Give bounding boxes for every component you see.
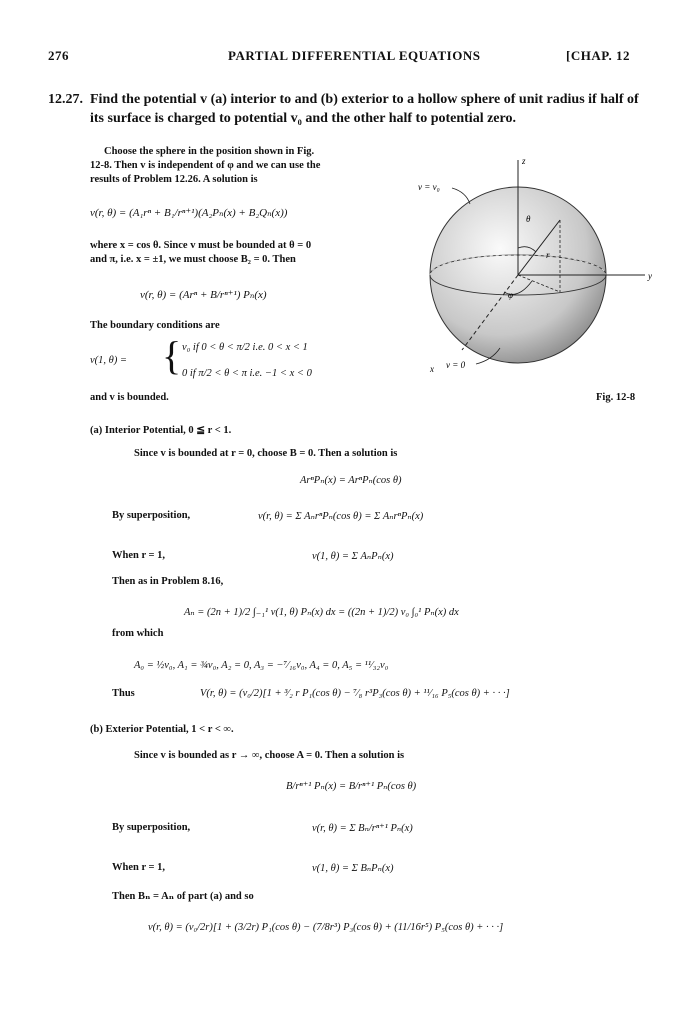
part-a-when-label: When r = 1, xyxy=(112,550,166,561)
page-number: 276 xyxy=(48,48,69,63)
part-a-then-line: Then as in Problem 8.16, xyxy=(112,576,224,587)
part-a-thus-label: Thus xyxy=(112,688,135,699)
part-a-superposition-eq: v(r, θ) = Σ AₙrⁿPₙ(cos θ) = Σ AₙrⁿPₙ(x) xyxy=(258,511,424,522)
part-a-heading: (a) Interior Potential, 0 ≦ r < 1. xyxy=(90,425,232,436)
part-a-solution: ArⁿPₙ(x) = ArⁿPₙ(cos θ) xyxy=(300,475,402,486)
intro-line-3: results of Problem 12.26. A solution is xyxy=(90,174,258,185)
part-b-superposition-label: By superposition, xyxy=(112,822,191,833)
general-solution-equation: v(r, θ) = (A₁rⁿ + B₁/rⁿ⁺¹)(A₂Pₙ(x) + B₂Qₙ(x)) xyxy=(90,207,288,219)
part-a-final-potential: V(r, θ) = (v₀/2)[1 + ³⁄₂ r P₁(cos θ) − ⁷⁄₈ r³P₃(cos θ) + ¹¹⁄₁₆ P₅(cos θ) + · · ·] xyxy=(200,688,510,699)
where-line-1: where x = cos θ. Since v must be bounded at θ = 0 xyxy=(90,240,312,251)
label-phi: φ xyxy=(508,290,513,300)
boundary-brace: { xyxy=(162,333,182,378)
part-b-when-eq: v(1, θ) = Σ BₙPₙ(x) xyxy=(312,863,394,874)
label-top: v = v₀ xyxy=(418,182,440,192)
intro-line-2: 12-8. Then v is independent of φ and we can use the xyxy=(90,160,321,171)
part-a-from-which: from which xyxy=(112,628,164,639)
part-b-then-line: Then Bₙ = Aₙ of part (a) and so xyxy=(112,891,254,902)
problem-statement: Find the potential v (a) interior to and (b) exterior to a hollow sphere of unit radius if half of its surface is charged to potential v₀ and the other half to potential zero. xyxy=(90,92,639,126)
sphere-diagram xyxy=(400,140,660,400)
problem-number: 12.27. xyxy=(48,92,83,107)
figure-caption: Fig. 12-8 xyxy=(596,392,636,403)
running-title: PARTIAL DIFFERENTIAL EQUATIONS xyxy=(228,48,481,63)
part-b-line-1: Since v is bounded as r → ∞, choose A = 0. Then a solution is xyxy=(134,750,405,761)
chapter-label: [CHAP. 12 xyxy=(566,48,630,63)
bounded-line: and v is bounded. xyxy=(90,392,169,403)
part-a-coefficient-integral: Aₙ = (2n + 1)/2 ∫₋₁¹ v(1, θ) Pₙ(x) dx = ((2n + 1)/2) v₀ ∫₀¹ Pₙ(x) dx xyxy=(184,607,459,618)
part-a-line-1: Since v is bounded at r = 0, choose B = 0. Then a solution is xyxy=(134,448,398,459)
part-a-superposition-label: By superposition, xyxy=(112,510,191,521)
boundary-lhs: v(1, θ) = xyxy=(90,355,128,366)
label-r: r xyxy=(546,250,550,260)
boundary-case-2: 0 if π/2 < θ < π i.e. −1 < x < 0 xyxy=(182,368,312,379)
sphere-figure xyxy=(400,140,660,400)
part-b-final-potential: v(r, θ) = (v₀/2r)[1 + (3/2r) P₁(cos θ) − (7/8r³) P₃(cos θ) + (11/16r⁵) P₅(cos θ) + · · ·] xyxy=(148,922,504,933)
label-z: z xyxy=(522,156,526,166)
intro-line-1: Choose the sphere in the position shown in Fig. xyxy=(104,146,315,157)
part-a-when-eq: v(1, θ) = Σ AₙPₙ(x) xyxy=(312,551,394,562)
boundary-label: The boundary conditions are xyxy=(90,320,220,331)
label-bottom: v = 0 xyxy=(446,360,466,370)
label-y: y xyxy=(648,271,652,281)
part-a-coefficients: A₀ = ½v₀, A₁ = ¾v₀, A₂ = 0, A₃ = −⁷⁄₁₆v₀, A₄ = 0, A₅ = ¹¹⁄₃₂v₀ xyxy=(134,660,389,671)
boundary-case-1: v₀ if 0 < θ < π/2 i.e. 0 < x < 1 xyxy=(182,342,308,353)
label-x: x xyxy=(430,364,434,374)
where-line-2: and π, i.e. x = ±1, we must choose B₂ = 0. Then xyxy=(90,254,296,265)
part-b-solution: B/rⁿ⁺¹ Pₙ(x) = B/rⁿ⁺¹ Pₙ(cos θ) xyxy=(286,781,417,792)
part-b-superposition-eq: v(r, θ) = Σ Bₙ/rⁿ⁺¹ Pₙ(x) xyxy=(312,823,413,834)
part-b-when-label: When r = 1, xyxy=(112,862,166,873)
label-theta: θ xyxy=(526,214,531,224)
part-b-heading: (b) Exterior Potential, 1 < r < ∞. xyxy=(90,724,234,735)
top-pointer xyxy=(452,188,470,204)
reduced-solution-equation: v(r, θ) = (Arⁿ + B/rⁿ⁺¹) Pₙ(x) xyxy=(140,289,267,301)
